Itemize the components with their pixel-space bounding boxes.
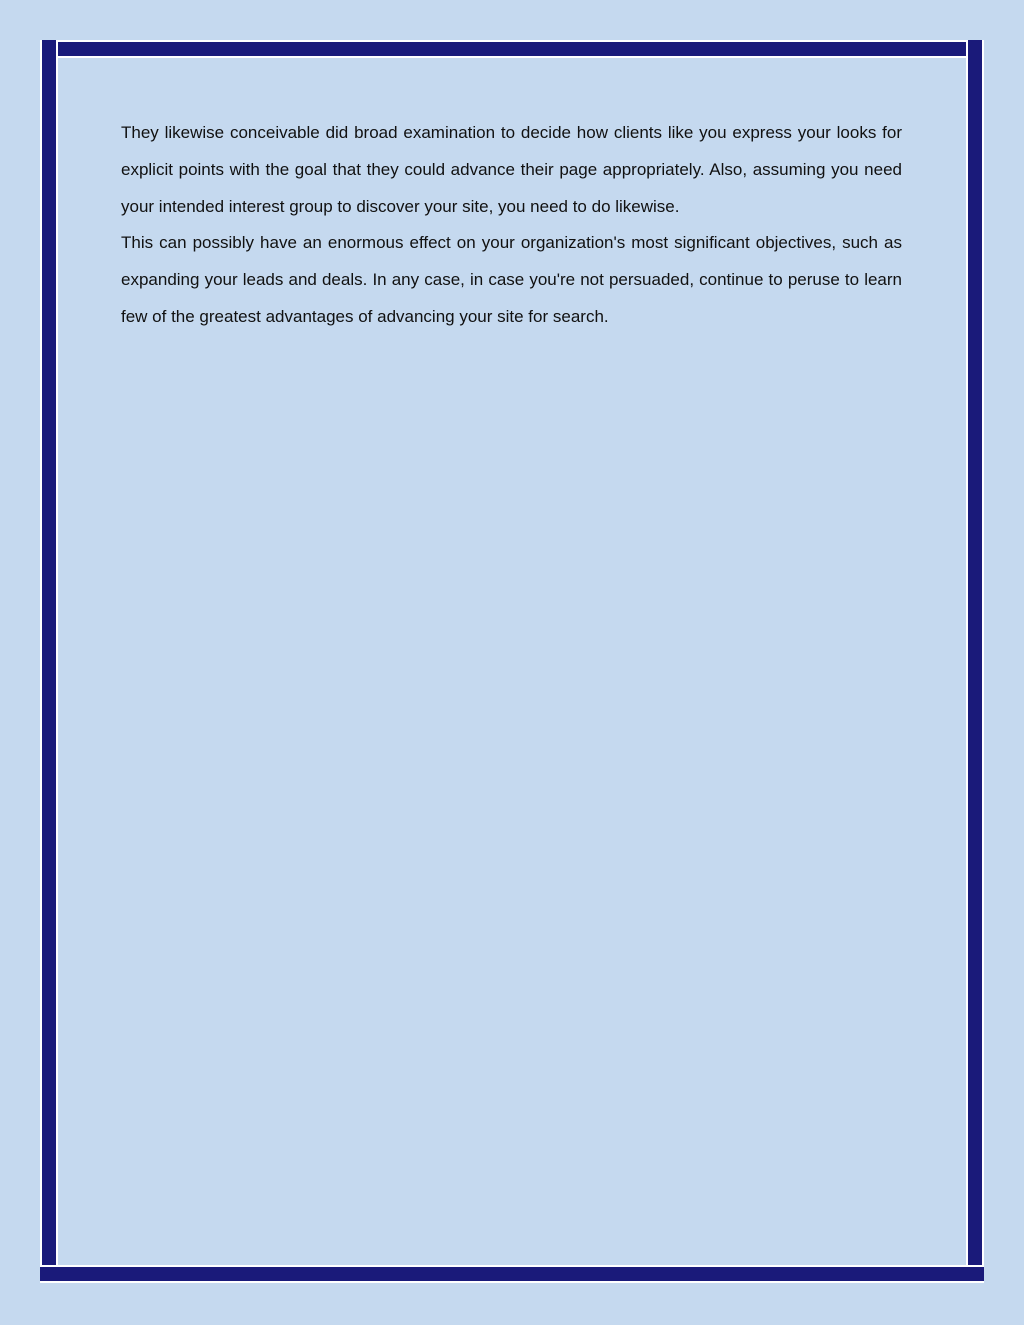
paragraph: They likewise conceivable did broad examination to decide how clients like you express your looks for explicit points with the goal that they could advance their page appropriately. Also, assuming you need your intended interest group to discover your site, you need to do likewise.	[121, 123, 902, 216]
paragraph: This can possibly have an enormous effect on your organization's most significant objectives, such as expanding your leads and deals. In any case, in case you're not persuaded, continue to peruse to learn few of the greatest advantages of advancing your site for search.	[121, 233, 902, 326]
decorative-border-left	[40, 40, 58, 1283]
body-text	[121, 115, 902, 336]
decorative-border-bottom	[40, 1265, 984, 1283]
decorative-border-right	[966, 40, 984, 1283]
decorative-border-top	[40, 40, 984, 58]
